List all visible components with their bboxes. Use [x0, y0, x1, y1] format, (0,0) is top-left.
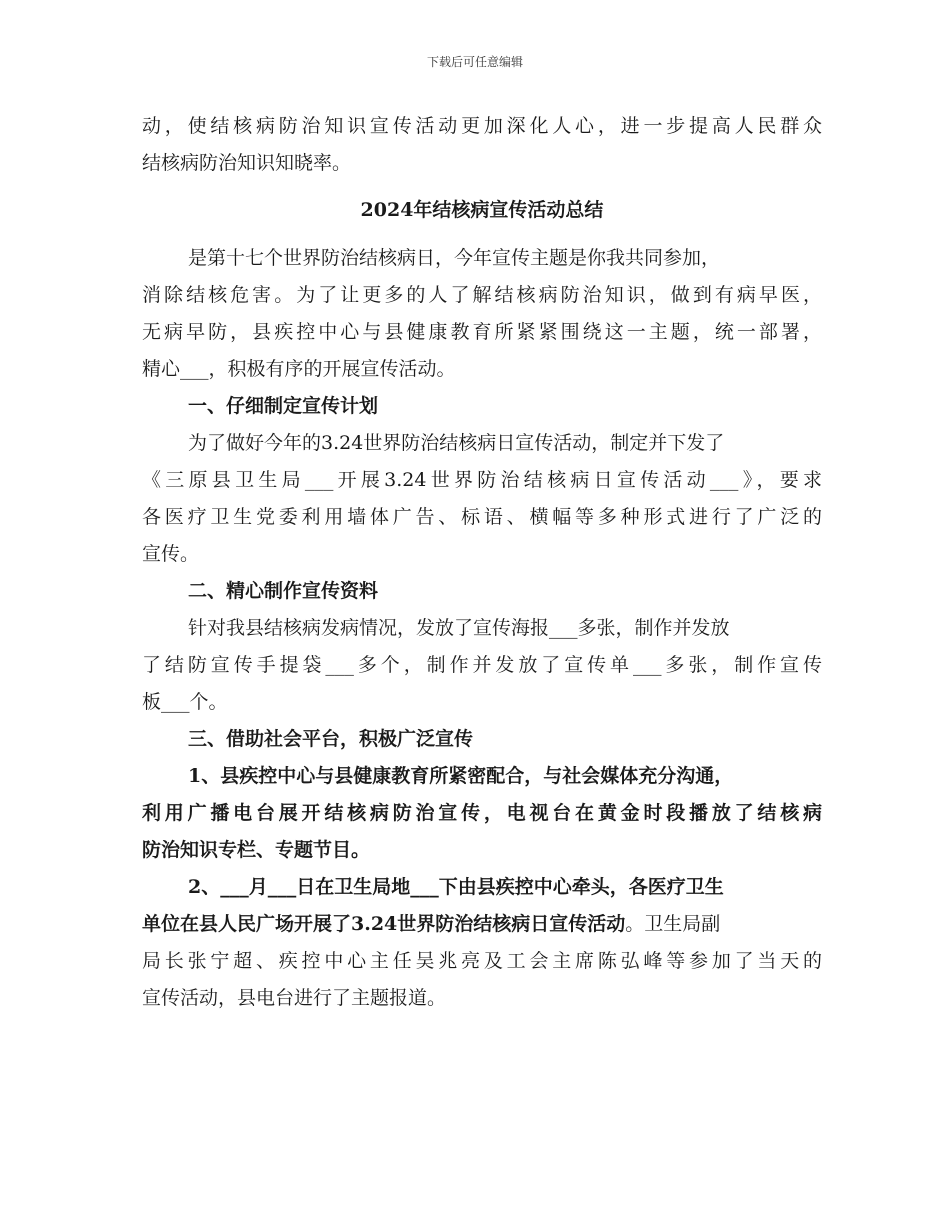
paragraph-line: 局长张宁超、疾控中心主任吴兆亮及工会主席陈弘峰等参加了当天的 — [142, 950, 822, 972]
section-heading: 三、借助社会平台，积极广泛宣传 — [188, 728, 474, 750]
paragraph-line: 各医疗卫生党委利用墙体广告、标语、横幅等多种形式进行了广泛的 — [142, 506, 822, 528]
bold-run: 单位在县人民广场开展了3.24世界防治结核病日宣传活动 — [142, 913, 626, 935]
paragraph-line: 了结防宣传手提袋___多个，制作并发放了宣传单___多张，制作宣传 — [142, 654, 822, 676]
header-note: 下载后可任意编辑 — [426, 55, 523, 69]
paragraph-line: 无病早防，县疾控中心与县健康教育所紧紧围绕这一主题，统一部署， — [142, 321, 822, 343]
paragraph-line: 2、___月___日在卫生局地___下由县疾控中心牵头，各医疗卫生 — [188, 876, 724, 898]
paragraph-line: 板___个。 — [142, 691, 228, 713]
normal-run: 。卫生局副 — [625, 913, 721, 935]
paragraph-line: 宣传。 — [142, 543, 200, 565]
intro-line: 动，使结核病防治知识宣传活动更加深化人心，进一步提高人民群众 — [142, 115, 822, 137]
paragraph-line: 《三原县卫生局___开展3.24世界防治结核病日宣传活动___》，要求 — [142, 469, 822, 491]
paragraph-line: 为了做好今年的3.24世界防治结核病日宣传活动，制定并下发了 — [188, 432, 725, 454]
paragraph-line: 宣传活动，县电台进行了主题报道。 — [142, 987, 447, 1009]
paragraph-line: 利用广播电台展开结核病防治宣传，电视台在黄金时段播放了结核病 — [142, 802, 822, 824]
section-heading: 二、精心制作宣传资料 — [188, 580, 379, 602]
paragraph-line — [142, 906, 822, 943]
section-heading: 一、仔细制定宣传计划 — [188, 395, 379, 417]
paragraph-line: 消除结核危害。为了让更多的人了解结核病防治知识，做到有病早医， — [142, 284, 822, 306]
intro-line: 结核病防治知识知晓率。 — [142, 152, 352, 174]
document-body — [142, 108, 822, 1017]
paragraph-line: 精心___，积极有序的开展宣传活动。 — [142, 358, 456, 380]
paragraph-line: 是第十七个世界防治结核病日，今年宣传主题是你我共同参加， — [188, 247, 721, 269]
paragraph-line: 针对我县结核病发病情况，发放了宣传海报___多张，制作并发放 — [188, 617, 730, 639]
paragraph-line: 1、县疾控中心与县健康教育所紧密配合，与社会媒体充分沟通， — [188, 765, 734, 787]
paragraph-line: 防治知识专栏、专题节目。 — [142, 839, 371, 861]
document-title: 2024年结核病宣传活动总结 — [360, 199, 604, 221]
